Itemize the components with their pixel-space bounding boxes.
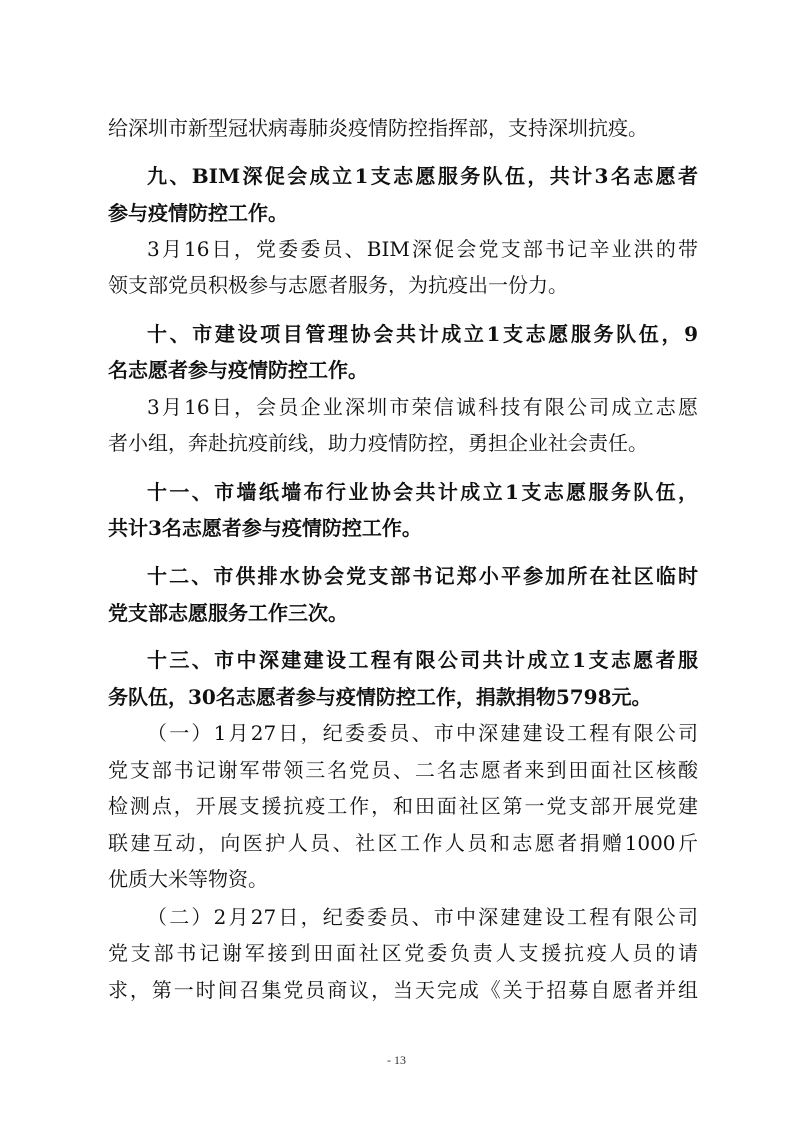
heading-line-13a: 十三、市中深建建设工程有限公司共计成立1支志愿者服 — [147, 648, 698, 672]
heading-line-9b: 参与疫情防控工作。 — [108, 201, 288, 225]
page-number: - 13 — [387, 1053, 406, 1067]
text-line-17: 党支部书记谢军带领三名党员、二名志愿者来到田面社区核酸 — [108, 758, 698, 782]
heading-line-10a: 十、市建设项目管理协会共计成立1支志愿服务队伍，9 — [147, 322, 698, 346]
text-line-18: 检测点，开展支援抗疫工作，和田面社区第一党支部开展党建 — [108, 794, 698, 818]
text-line-5: 领支部党员积极参与志愿者服务，为抗疫出一份力。 — [108, 273, 568, 297]
text-line-4: 3月16日，党委委员、BIM深促会党支部书记辛业洪的带 — [147, 237, 698, 261]
text-line-23: 求，第一时间召集党员商议，当天完成《关于招募自愿者并组 — [108, 978, 698, 1002]
text-line-20: 优质大米等物资。 — [108, 867, 268, 891]
text-line-16: （一）1月27日，纪委委员、市中深建建设工程有限公司 — [147, 721, 698, 745]
heading-line-12b: 党支部志愿服务工作三次。 — [108, 601, 348, 625]
heading-line-9a: 九、BIM深促会成立1支志愿服务队伍，共计3名志愿者 — [147, 164, 698, 188]
text-line-1: 给深圳市新型冠状病毒肺炎疫情防控指挥部，支持深圳抗疫。 — [108, 116, 648, 140]
heading-line-11b: 共计3名志愿者参与疫情防控工作。 — [108, 516, 422, 540]
text-line-8: 3月16日，会员企业深圳市荣信诚科技有限公司成立志愿 — [147, 395, 698, 419]
text-line-22: 党支部书记谢军接到田面社区党委负责人支援抗疫人员的请 — [108, 941, 698, 965]
heading-line-13b: 务队伍，30名志愿者参与疫情防控工作，捐款捐物5798元。 — [108, 685, 652, 709]
heading-line-10b: 名志愿者参与疫情防控工作。 — [108, 358, 368, 382]
text-line-9: 者小组，奔赴抗疫前线，助力疫情防控，勇担企业社会责任。 — [108, 431, 648, 455]
heading-line-11a: 十一、市墙纸墙布行业协会共计成立1支志愿服务队伍， — [147, 480, 698, 504]
heading-line-12a: 十二、市供排水协会党支部书记郑小平参加所在社区临时 — [147, 564, 698, 588]
text-line-21: （二）2月27日，纪委委员、市中深建建设工程有限公司 — [147, 905, 698, 929]
text-line-19: 联建互动，向医护人员、社区工作人员和志愿者捐赠1000斤 — [108, 831, 698, 855]
